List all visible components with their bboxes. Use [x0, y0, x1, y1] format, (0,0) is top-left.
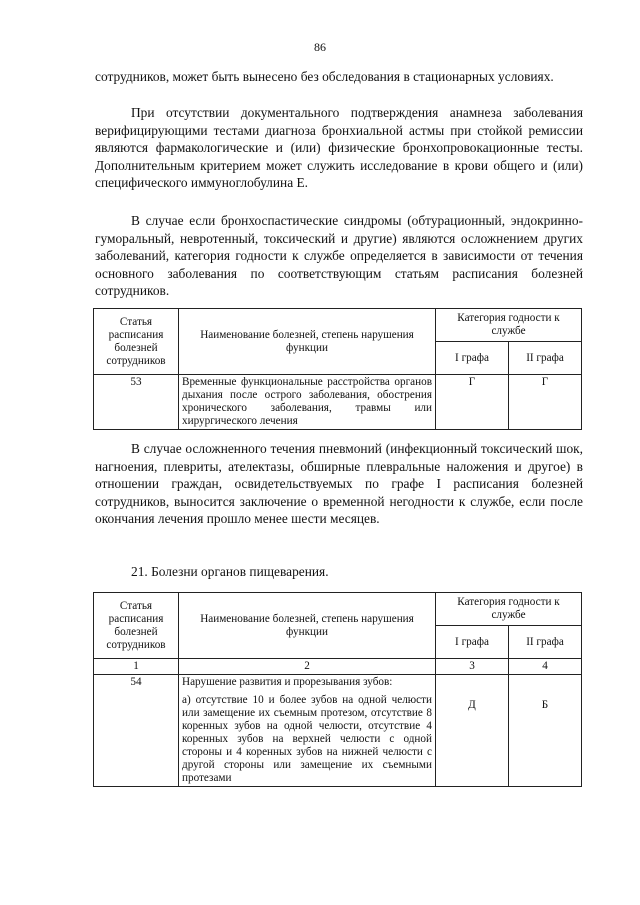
header-disease: Наименование болезней, степень нарушения функции — [179, 309, 436, 375]
section-heading: 21. Болезни органов пищеварения. — [131, 564, 329, 579]
header-col1: I графа — [436, 626, 509, 659]
row-col1: Д — [436, 675, 509, 787]
row-col2: Г — [509, 375, 582, 430]
table-numbering-row — [94, 659, 582, 675]
header-disease: Наименование болезней, степень нарушения функции — [179, 593, 436, 659]
row-title: Нарушение развития и прорезывания зубов: — [182, 676, 393, 688]
row-col1: Г — [436, 375, 509, 430]
paragraph-3: В случае если бронхоспастические синдромы (обтурационный, эндокринно-гуморальный, невротенный, токсический и другие) являются осложнением других заболеваний, категория годности к службе определяется в зависимости от течения основного заболевания по соответствующим статьям расписания болезней сотрудников. — [95, 213, 583, 299]
paragraph-4: В случае осложненного течения пневмоний (инфекционный токсический шок, нагноения, плевриты, ателектазы, обширные плевральные наложения и другое) в отношении граждан, освидетельствуемых по графе I расписания болезней сотрудников, выносится заключение о временной негодности к службе, если после окончания лечения прошло менее шести месяцев. — [95, 441, 583, 527]
table-row — [94, 375, 582, 430]
header-category: Категория годности к службе — [436, 309, 582, 342]
table-respiratory — [93, 308, 582, 430]
header-col2: II графа — [509, 626, 582, 659]
row-article: 53 — [94, 375, 179, 430]
row-description — [179, 675, 436, 787]
header-col2: II графа — [509, 342, 582, 375]
header-article: Статья расписания болезней сотрудников — [94, 593, 179, 659]
col-number-2: 2 — [179, 659, 436, 675]
col-number-3: 3 — [436, 659, 509, 675]
table-row — [94, 675, 582, 787]
paragraph-2: При отсутствии документального подтверждения анамнеза заболевания верифицирующими тестами диагноза бронхиальной астмы при стойкой ремиссии являются фармакологические и (или) физические бронхопровокационные тесты. Дополнительным критерием может служить исследование в крови общего и (или) специфического иммуноглобулина Е. — [95, 105, 583, 191]
row-article: 54 — [94, 675, 179, 787]
header-article: Статья расписания болезней сотрудников — [94, 309, 179, 375]
page-number: 86 — [314, 40, 326, 54]
row-col2: Б — [509, 675, 582, 787]
table-digestive — [93, 592, 582, 787]
row-description: Временные функциональные расстройства органов дыхания после острого заболевания, обострения хронического заболевания, травмы или хирургического лечения — [179, 375, 436, 430]
header-category: Категория годности к службе — [436, 593, 582, 626]
header-col1: I графа — [436, 342, 509, 375]
paragraph-1: сотрудников, может быть вынесено без обследования в стационарных условиях. — [95, 69, 554, 84]
col-number-4: 4 — [509, 659, 582, 675]
row-sub-item: а) отсутствие 10 и более зубов на одной челюсти или замещение их съемным протезом, отсутствие 8 коренных зубов на одной челюсти, отсутствие 4 коренных зубов на верхней челюсти с одной стороны и 4 коренных зубов на нижней челюсти с другой стороны или замещение их съемными протезами — [182, 694, 432, 784]
col-number-1: 1 — [94, 659, 179, 675]
